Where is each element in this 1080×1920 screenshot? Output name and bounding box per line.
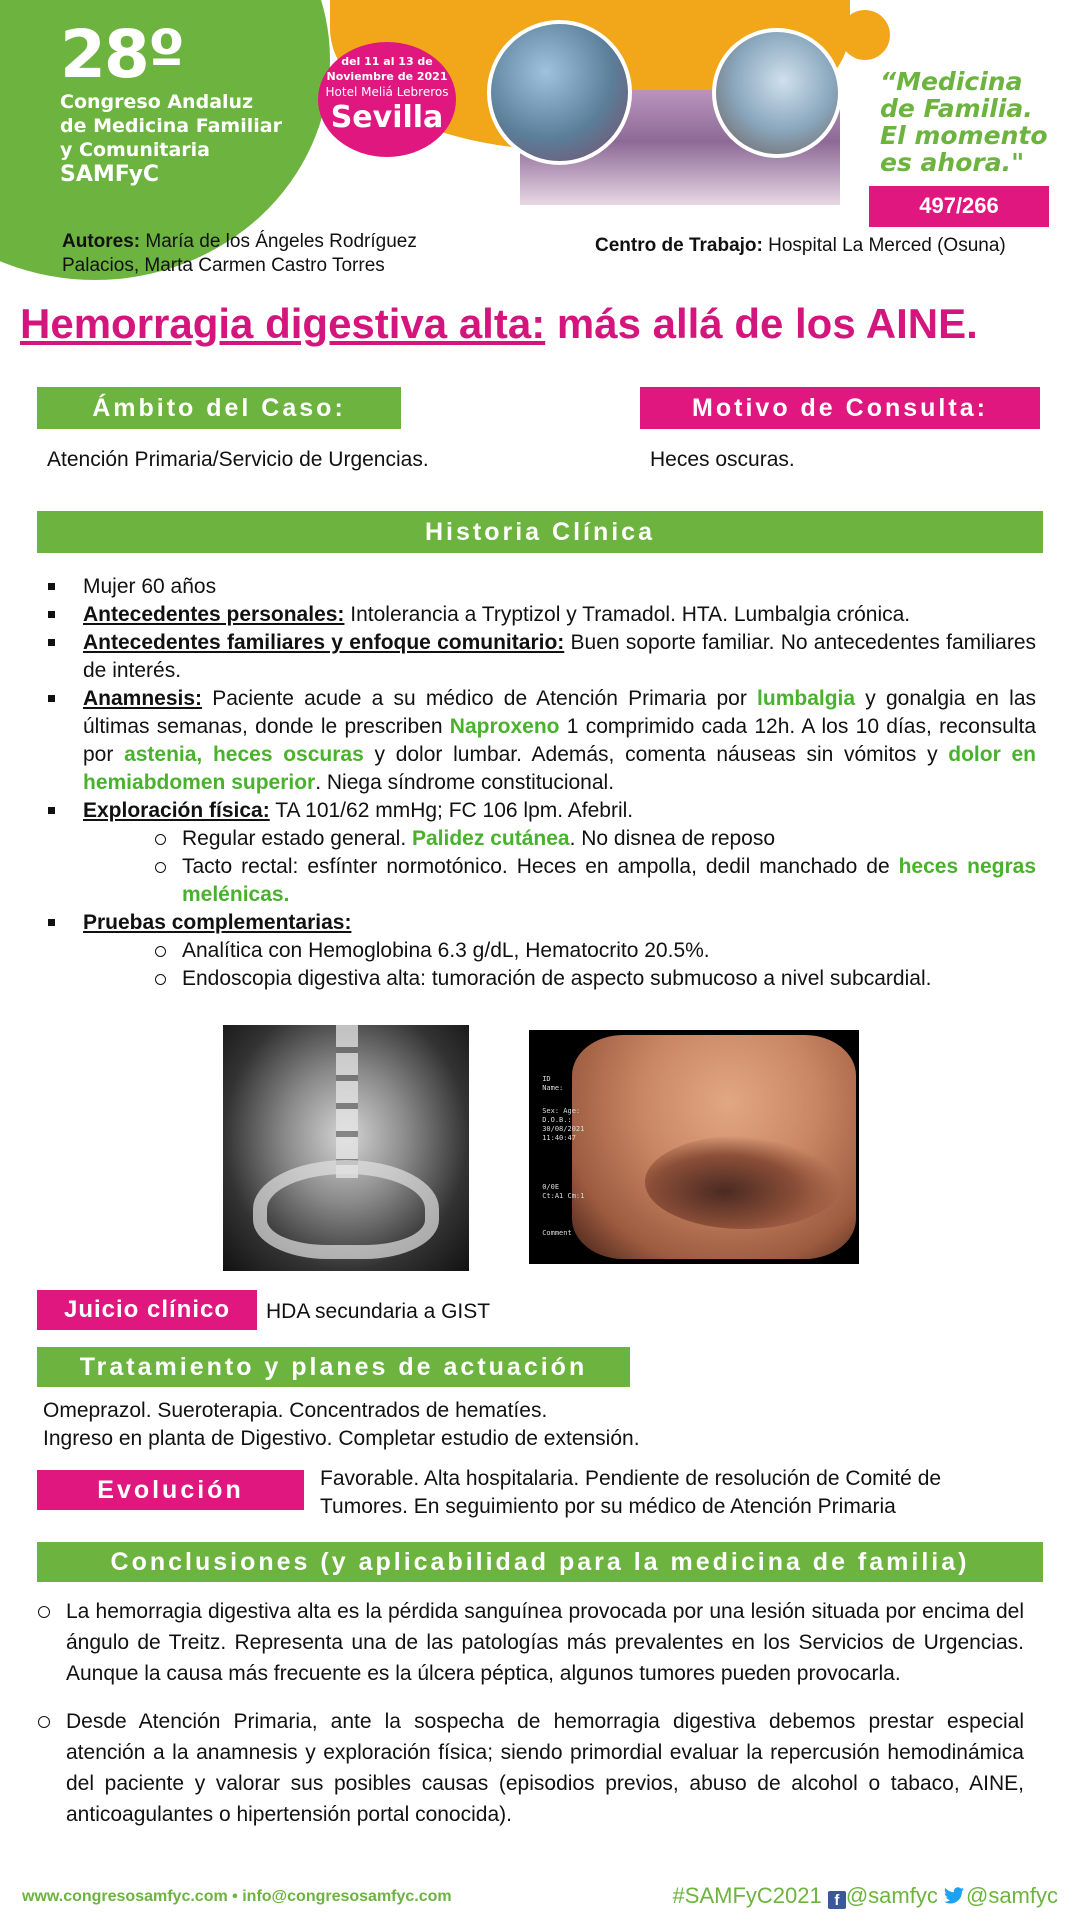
list-item: Endoscopia digestiva alta: tumoración de aspecto submucoso a nivel subcardial. bbox=[155, 965, 1036, 993]
facebook-handle[interactable]: @samfyc bbox=[845, 1883, 938, 1908]
juicio-heading: Juicio clínico bbox=[37, 1290, 257, 1330]
tratamiento-text: Omeprazol. Sueroterapia. Concentrados de hematíes. Ingreso en planta de Digestivo. Completar estudio de extensión. bbox=[43, 1399, 640, 1450]
footer-social bbox=[673, 1883, 1058, 1909]
evolucion-text: Favorable. Alta hospitalaria. Pendiente de resolución de Comité de Tumores. En seguimiento por su médico de Atención Primaria bbox=[320, 1467, 942, 1518]
list-item: Desde Atención Primaria, ante la sospecha de hemorragia digestiva debemos prestar especial atención a la anamnesis y exploración física; siendo primordial evaluar la repercusión hemodinámica del paciente y valorar sus posibles causas (episodios previos, abuso de alcohol o tabaco, AINE, anticoagulantes o hipertensión portal conocida). bbox=[38, 1706, 1024, 1830]
twitter-handle[interactable]: @samfyc bbox=[965, 1883, 1058, 1908]
list-item: Tacto rectal: esfínter normotónico. Heces en ampolla, dedil manchado de heces negras melénicas. bbox=[155, 853, 1036, 909]
motivo-text: Heces oscuras. bbox=[650, 448, 795, 471]
historia-body bbox=[38, 573, 1036, 993]
list-item: La hemorragia digestiva alta es la pérdida sanguínea provocada por una lesión situada por encima del ángulo de Treitz. Representa una de las patologías más prevalentes en los Servicios de Urgencias. Aunque la causa más frecuente es la úlcera péptica, algunos tumores pueden provocarla. bbox=[38, 1596, 1024, 1689]
statue-photo bbox=[487, 20, 632, 165]
footer-contact: www.congresosamfyc.com • info@congresosamfyc.com bbox=[22, 1888, 452, 1905]
conclusiones-body bbox=[38, 1596, 1024, 1847]
date-badge: del 11 al 13 de Noviembre de 2021 Hotel Meliá Lebreros Sevilla bbox=[318, 42, 456, 157]
endoscopy-overlay: ID Name: Sex: Age: D.O.B.: 30/08/2021 11:40:47 0/0E Ct:A1 Cm:1 Comment bbox=[542, 1075, 585, 1237]
list-item: Antecedentes familiares y enfoque comunitario: Buen soporte familiar. No antecedentes familiares de interés. bbox=[38, 629, 1036, 685]
twitter-icon[interactable] bbox=[944, 1887, 966, 1905]
congress-org: SAMFyC bbox=[60, 162, 160, 187]
tratamiento-heading: Tratamiento y planes de actuación bbox=[37, 1347, 630, 1387]
historia-heading: Historia Clínica bbox=[37, 511, 1043, 553]
conclusiones-heading: Conclusiones (y aplicabilidad para la medicina de familia) bbox=[37, 1542, 1043, 1582]
facebook-icon[interactable]: f bbox=[828, 1891, 846, 1909]
bridge-photo bbox=[712, 28, 842, 158]
xray-image bbox=[223, 1025, 469, 1271]
authors: Autores: María de los Ángeles Rodríguez Palacios, Marta Carmen Castro Torres bbox=[62, 231, 417, 276]
endoscopy-image bbox=[529, 1030, 859, 1264]
congress-number: 28º bbox=[60, 16, 184, 93]
juicio-text: HDA secundaria a GIST bbox=[266, 1300, 491, 1323]
poster-code: 497/266 bbox=[869, 186, 1049, 227]
hashtag: #SAMFyC2021 bbox=[672, 1883, 822, 1908]
city: Sevilla bbox=[330, 100, 444, 135]
evolucion-heading: Evolución bbox=[37, 1470, 304, 1510]
motto: “Medicina de Familia. El momento es ahora." bbox=[880, 67, 1048, 177]
workplace: Centro de Trabajo: Hospital La Merced (Osuna) bbox=[595, 235, 1006, 256]
email-link[interactable]: info@congresosamfyc.com bbox=[242, 1888, 452, 1905]
venue: Hotel Meliá Lebreros bbox=[325, 85, 449, 99]
motivo-heading: Motivo de Consulta: bbox=[640, 387, 1040, 429]
list-item: Regular estado general. Palidez cutánea. No disnea de reposo bbox=[155, 825, 1036, 853]
ambito-text: Atención Primaria/Servicio de Urgencias. bbox=[47, 448, 429, 471]
ambito-heading: Ámbito del Caso: bbox=[37, 387, 401, 429]
congress-name: Congreso Andaluz de Medicina Familiar y Comunitaria bbox=[60, 91, 282, 161]
poster-title: Hemorragia digestiva alta: más allá de los AINE. bbox=[20, 300, 978, 347]
list-item: Mujer 60 años bbox=[38, 573, 1036, 601]
list-item: Exploración física: TA 101/62 mmHg; FC 106 lpm. Afebril. Regular estado general. Palidez cutánea. No disnea de reposo Tacto rectal: esfínter normotónico. Heces en ampolla, dedil manchado de heces negras melénicas. bbox=[38, 797, 1036, 909]
list-item: Analítica con Hemoglobina 6.3 g/dL, Hematocrito 20.5%. bbox=[155, 937, 1036, 965]
list-item: Anamnesis: Paciente acude a su médico de Atención Primaria por lumbalgia y gonalgia en las últimas semanas, donde le prescriben Naproxeno 1 comprimido cada 12h. A los 10 días, reconsulta por astenia, heces oscuras y dolor lumbar. Además, comenta náuseas sin vómitos y dolor en hemiabdomen superior. Niega síndrome constitucional. bbox=[38, 685, 1036, 797]
website-link[interactable]: www.congresosamfyc.com bbox=[22, 1888, 228, 1905]
list-item: Antecedentes personales: Intolerancia a Tryptizol y Tramadol. HTA. Lumbalgia crónica. bbox=[38, 601, 1036, 629]
list-item: Pruebas complementarias: Analítica con Hemoglobina 6.3 g/dL, Hematocrito 20.5%. Endoscopia digestiva alta: tumoración de aspecto submucoso a nivel subcardial. bbox=[38, 909, 1036, 993]
